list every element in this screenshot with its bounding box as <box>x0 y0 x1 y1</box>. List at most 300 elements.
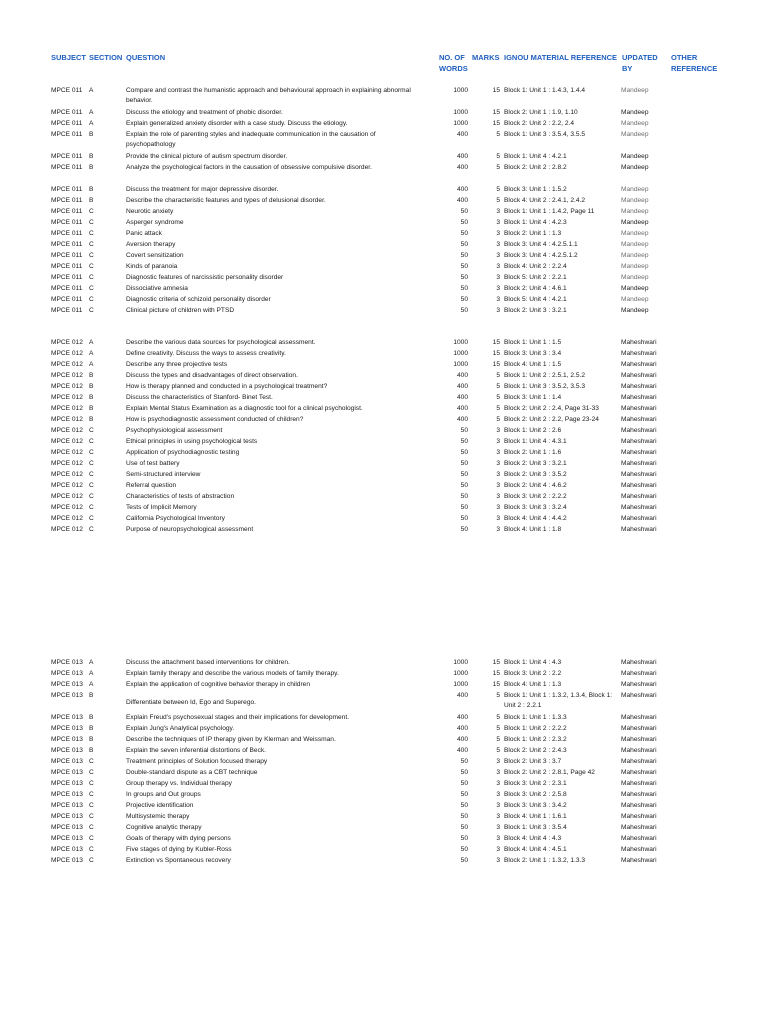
section-cell: C <box>89 241 94 248</box>
updated-by-cell: Mandeep <box>621 219 649 226</box>
reference-cell: Block 1: Unit 1 : 1.4.3, 1.4.4 <box>504 87 586 94</box>
reference-cell: Block 2: Unit 2 : 2.8.2 <box>504 164 567 171</box>
words-cell: 50 <box>460 813 468 820</box>
reference-cell: Block 2: Unit 4 : 4.6.2 <box>504 482 567 489</box>
section-cell: A <box>89 120 94 127</box>
words-cell: 400 <box>456 153 468 160</box>
section-cell: B <box>89 692 94 699</box>
words-cell: 400 <box>456 197 468 204</box>
section-cell: A <box>89 361 94 368</box>
subject-cell: MPCE 013 <box>51 780 83 787</box>
updated-by-cell: Maheshwari <box>621 758 657 765</box>
updated-by-cell: Maheshwari <box>621 515 657 522</box>
marks-cell: 15 <box>492 681 500 688</box>
subject-cell: MPCE 012 <box>51 482 83 489</box>
question-cell: Clinical picture of children with PTSD <box>126 307 235 314</box>
words-cell: 50 <box>460 493 468 500</box>
section-cell: C <box>89 526 94 533</box>
updated-by-cell: Maheshwari <box>621 361 657 368</box>
section-cell: B <box>89 131 94 138</box>
marks-cell: 15 <box>492 361 500 368</box>
words-cell: 50 <box>460 449 468 456</box>
subject-cell: MPCE 013 <box>51 659 83 666</box>
reference-cell: Block 4: Unit 4 : 4.4.2 <box>504 515 567 522</box>
reference-cell: Block 1: Unit 1 : 1.3.2, 1.3.4, Block 1: Unit 2 : 2.2.1 <box>504 692 613 709</box>
words-cell: 400 <box>456 725 468 732</box>
section-cell: C <box>89 296 94 303</box>
section-cell: A <box>89 681 94 688</box>
subject-cell: MPCE 011 <box>51 296 83 303</box>
updated-by-cell: Mandeep <box>621 263 649 270</box>
section-cell: C <box>89 857 94 864</box>
section-cell: A <box>89 339 94 346</box>
subject-cell: MPCE 011 <box>51 186 83 193</box>
words-cell: 50 <box>460 780 468 787</box>
marks-cell: 3 <box>496 769 500 776</box>
updated-by-cell: Maheshwari <box>621 394 657 401</box>
question-cell: Define creativity. Discuss the ways to assess creativity. <box>126 350 286 357</box>
words-cell: 400 <box>456 131 468 138</box>
subject-cell: MPCE 013 <box>51 747 83 754</box>
updated-by-cell: Maheshwari <box>621 493 657 500</box>
updated-by-cell: Maheshwari <box>621 526 657 533</box>
words-cell: 50 <box>460 274 468 281</box>
subject-cell: MPCE 013 <box>51 802 83 809</box>
subject-cell: MPCE 011 <box>51 263 83 270</box>
updated-by-cell: Mandeep <box>621 153 649 160</box>
subject-cell: MPCE 011 <box>51 164 83 171</box>
reference-cell: Block 2: Unit 1 : 1.6 <box>504 449 562 456</box>
marks-cell: 15 <box>492 350 500 357</box>
updated-by-cell: Mandeep <box>621 197 649 204</box>
words-cell: 50 <box>460 471 468 478</box>
section-cell: A <box>89 659 94 666</box>
updated-by-cell: Maheshwari <box>621 449 657 456</box>
subject-cell: MPCE 012 <box>51 416 83 423</box>
subject-cell: MPCE 011 <box>51 252 83 259</box>
question-cell: Discuss the treatment for major depressive disorder. <box>126 186 279 193</box>
section-cell: B <box>89 747 94 754</box>
question-cell: Explain the seven inferential distortions of Beck. <box>126 747 267 754</box>
reference-cell: Block 1: Unit 3 : 3.5.4 <box>504 824 567 831</box>
section-cell: C <box>89 493 94 500</box>
words-cell: 50 <box>460 263 468 270</box>
marks-cell: 5 <box>496 164 500 171</box>
updated-by-cell: Maheshwari <box>621 372 657 379</box>
section-cell: C <box>89 835 94 842</box>
subject-cell: MPCE 012 <box>51 438 83 445</box>
marks-cell: 3 <box>496 219 500 226</box>
updated-by-cell: Mandeep <box>621 296 649 303</box>
question-cell: Explain the role of parenting styles and inadequate communication in the causation of psychopathology <box>126 131 376 148</box>
words-cell: 400 <box>456 736 468 743</box>
words-cell: 50 <box>460 285 468 292</box>
subject-cell: MPCE 011 <box>51 241 83 248</box>
section-cell: C <box>89 791 94 798</box>
question-cell: Use of test battery <box>126 460 180 467</box>
question-cell: Discuss the characteristics of Stanford- Binet Test. <box>126 394 273 401</box>
words-cell: 50 <box>460 526 468 533</box>
updated-by-cell: Maheshwari <box>621 460 657 467</box>
subject-cell: MPCE 013 <box>51 846 83 853</box>
marks-cell: 3 <box>496 208 500 215</box>
marks-cell: 3 <box>496 230 500 237</box>
question-cell: Cognitive analytic therapy <box>126 824 202 831</box>
section-cell: C <box>89 471 94 478</box>
question-cell: Psychophysiological assessment <box>126 427 223 434</box>
reference-cell: Block 1: Unit 4 : 4.3.1 <box>504 438 567 445</box>
marks-cell: 5 <box>496 747 500 754</box>
reference-cell: Block 2: Unit 4 : 4.6.1 <box>504 285 567 292</box>
marks-cell: 3 <box>496 802 500 809</box>
subject-cell: MPCE 012 <box>51 350 83 357</box>
reference-cell: Block 2: Unit 1 : 1.9, 1.10 <box>504 109 578 116</box>
words-cell: 1000 <box>453 339 468 346</box>
subject-cell: MPCE 013 <box>51 769 83 776</box>
subject-cell: MPCE 011 <box>51 307 83 314</box>
updated-by-cell: Mandeep <box>621 164 649 171</box>
words-cell: 50 <box>460 857 468 864</box>
question-cell: Diagnostic features of narcissistic personality disorder <box>126 274 284 281</box>
marks-cell: 5 <box>496 186 500 193</box>
reference-cell: Block 1: Unit 3 : 3.5.4, 3.5.5 <box>504 131 586 138</box>
subject-cell: MPCE 011 <box>51 230 83 237</box>
reference-cell: Block 4: Unit 2 : 2.4.1, 2.4.2 <box>504 197 586 204</box>
question-cell: Double-standard dispute as a CBT technique <box>126 769 258 776</box>
reference-cell: Block 3: Unit 1 : 1.4 <box>504 394 562 401</box>
section-cell: C <box>89 460 94 467</box>
marks-cell: 15 <box>492 120 500 127</box>
marks-cell: 3 <box>496 813 500 820</box>
header-other-line1: OTHER <box>671 53 698 62</box>
reference-cell: Block 3: Unit 2 : 2.3.1 <box>504 780 567 787</box>
question-cell: Tests of Implicit Memory <box>126 504 197 511</box>
words-cell: 50 <box>460 835 468 842</box>
question-cell: Purpose of neuropsychological assessment <box>126 526 254 533</box>
reference-cell: Block 3: Unit 3 : 3.2.4 <box>504 504 567 511</box>
marks-cell: 5 <box>496 692 500 699</box>
words-cell: 50 <box>460 824 468 831</box>
subject-cell: MPCE 013 <box>51 835 83 842</box>
marks-cell: 15 <box>492 670 500 677</box>
question-cell: Provide the clinical picture of autism spectrum disorder. <box>126 153 288 160</box>
subject-cell: MPCE 013 <box>51 791 83 798</box>
question-cell: Neurotic anxiety <box>126 208 174 215</box>
question-cell: Discuss the etiology and treatment of phobic disorder. <box>126 109 283 116</box>
subject-cell: MPCE 013 <box>51 813 83 820</box>
subject-cell: MPCE 012 <box>51 515 83 522</box>
marks-cell: 5 <box>496 131 500 138</box>
words-cell: 400 <box>456 372 468 379</box>
question-cell: California Psychological Inventory <box>126 515 225 522</box>
question-cell: Discuss the types and disadvantages of direct observation. <box>126 372 298 379</box>
updated-by-cell: Maheshwari <box>621 780 657 787</box>
reference-cell: Block 1: Unit 1 : 1.5 <box>504 339 562 346</box>
marks-cell: 3 <box>496 263 500 270</box>
marks-cell: 3 <box>496 780 500 787</box>
marks-cell: 5 <box>496 394 500 401</box>
words-cell: 50 <box>460 307 468 314</box>
header-updated-line1: UPDATED <box>622 53 658 62</box>
words-cell: 400 <box>456 383 468 390</box>
subject-cell: MPCE 012 <box>51 394 83 401</box>
marks-cell: 3 <box>496 515 500 522</box>
subject-cell: MPCE 012 <box>51 372 83 379</box>
question-cell: Differentiate between Id, Ego and Superego. <box>126 699 257 706</box>
marks-cell: 3 <box>496 857 500 864</box>
subject-cell: MPCE 011 <box>51 120 83 127</box>
subject-cell: MPCE 012 <box>51 526 83 533</box>
words-cell: 1000 <box>453 670 468 677</box>
marks-cell: 3 <box>496 493 500 500</box>
updated-by-cell: Maheshwari <box>621 339 657 346</box>
marks-cell: 3 <box>496 296 500 303</box>
question-cell: Explain family therapy and describe the various models of family therapy. <box>126 670 339 677</box>
marks-cell: 3 <box>496 438 500 445</box>
header-marks: MARKS <box>472 53 500 62</box>
updated-by-cell: Maheshwari <box>621 659 657 666</box>
subject-cell: MPCE 013 <box>51 714 83 721</box>
reference-cell: Block 1: Unit 4 : 4.3 <box>504 659 562 666</box>
reference-cell: Block 2: Unit 1 : 1.3 <box>504 230 562 237</box>
words-cell: 400 <box>456 747 468 754</box>
reference-cell: Block 4: Unit 1 : 1.8 <box>504 526 562 533</box>
updated-by-cell: Maheshwari <box>621 769 657 776</box>
reference-cell: Block 5: Unit 2 : 2.2.1 <box>504 274 567 281</box>
updated-by-cell: Maheshwari <box>621 383 657 390</box>
words-cell: 1000 <box>453 350 468 357</box>
subject-cell: MPCE 013 <box>51 670 83 677</box>
updated-by-cell: Maheshwari <box>621 857 657 864</box>
marks-cell: 5 <box>496 416 500 423</box>
words-cell: 1000 <box>453 87 468 94</box>
marks-cell: 5 <box>496 197 500 204</box>
updated-by-cell: Maheshwari <box>621 427 657 434</box>
question-cell: Describe the techniques of IP therapy given by Klerman and Weissman. <box>126 736 336 743</box>
subject-cell: MPCE 011 <box>51 153 83 160</box>
section-cell: B <box>89 186 94 193</box>
words-cell: 50 <box>460 482 468 489</box>
marks-cell: 15 <box>492 339 500 346</box>
subject-cell: MPCE 012 <box>51 449 83 456</box>
header-question: QUESTION <box>126 53 166 62</box>
reference-cell: Block 1: Unit 1 : 1.4.2, Page 11 <box>504 208 595 215</box>
reference-cell: Block 2: Unit 2 : 2.2, 2.4 <box>504 120 575 127</box>
section-cell: A <box>89 670 94 677</box>
marks-cell: 15 <box>492 659 500 666</box>
question-cell: Projective identification <box>126 802 194 809</box>
reference-cell: Block 1: Unit 3 : 3.5.2, 3.5.3 <box>504 383 586 390</box>
words-cell: 50 <box>460 427 468 434</box>
header-other-line2: REFERENCE <box>671 64 718 73</box>
updated-by-cell: Maheshwari <box>621 670 657 677</box>
reference-cell: Block 2: Unit 2 : 2.4, Page 31-33 <box>504 405 599 412</box>
updated-by-cell: Maheshwari <box>621 747 657 754</box>
section-cell: B <box>89 164 94 171</box>
section-cell: A <box>89 350 94 357</box>
header-material-reference: IGNOU MATERIAL REFERENCE <box>504 53 618 62</box>
marks-cell: 3 <box>496 758 500 765</box>
question-cell: Characteristics of tests of abstraction <box>126 493 235 500</box>
section-cell: C <box>89 230 94 237</box>
question-cell: Asperger syndrome <box>126 219 184 226</box>
section-cell: C <box>89 846 94 853</box>
question-cell: Explain generalized anxiety disorder with a case study. Discuss the etiology. <box>126 120 348 127</box>
marks-cell: 3 <box>496 307 500 314</box>
reference-cell: Block 1: Unit 4 : 4.2.3 <box>504 219 567 226</box>
question-cell: Describe any three projective tests <box>126 361 228 368</box>
subject-cell: MPCE 013 <box>51 857 83 864</box>
reference-cell: Block 2: Unit 2 : 2.2, Page 23-24 <box>504 416 599 423</box>
question-cell: Kinds of paranoia <box>126 263 178 270</box>
question-cell: In groups and Out groups <box>126 791 201 798</box>
header-words-line1: NO. OF <box>439 53 465 62</box>
question-cell: Dissociative amnesia <box>126 285 188 292</box>
words-cell: 50 <box>460 802 468 809</box>
marks-cell: 5 <box>496 372 500 379</box>
question-cell: Goals of therapy with dying persons <box>126 835 231 842</box>
words-cell: 400 <box>456 416 468 423</box>
subject-cell: MPCE 012 <box>51 493 83 500</box>
section-cell: C <box>89 504 94 511</box>
words-cell: 50 <box>460 515 468 522</box>
section-cell: C <box>89 427 94 434</box>
reference-cell: Block 3: Unit 2 : 2.5.8 <box>504 791 567 798</box>
updated-by-cell: Maheshwari <box>621 846 657 853</box>
words-cell: 50 <box>460 438 468 445</box>
updated-by-cell: Mandeep <box>621 307 649 314</box>
subject-cell: MPCE 013 <box>51 725 83 732</box>
subject-cell: MPCE 013 <box>51 736 83 743</box>
updated-by-cell: Mandeep <box>621 208 649 215</box>
reference-cell: Block 1: Unit 2 : 2.5.1, 2.5.2 <box>504 372 586 379</box>
question-cell: How is therapy planned and conducted in a psychological treatment? <box>126 383 328 390</box>
subject-cell: MPCE 011 <box>51 87 83 94</box>
words-cell: 50 <box>460 758 468 765</box>
words-cell: 1000 <box>453 120 468 127</box>
updated-by-cell: Maheshwari <box>621 350 657 357</box>
reference-cell: Block 1: Unit 2 : 2.6 <box>504 427 562 434</box>
words-cell: 400 <box>456 714 468 721</box>
section-cell: C <box>89 769 94 776</box>
section-cell: B <box>89 736 94 743</box>
subject-cell: MPCE 011 <box>51 109 83 116</box>
reference-cell: Block 3: Unit 2 : 2.2.2 <box>504 493 567 500</box>
updated-by-cell: Maheshwari <box>621 504 657 511</box>
question-cell: Referral question <box>126 482 177 489</box>
marks-cell: 3 <box>496 252 500 259</box>
question-cell: Analyze the psychological factors in the causation of obsessive compulsive disorder. <box>126 164 372 171</box>
section-cell: B <box>89 725 94 732</box>
reference-cell: Block 3: Unit 3 : 3.4 <box>504 350 562 357</box>
header-words-line2: WORDS <box>439 64 468 73</box>
reference-cell: Block 4: Unit 4 : 4.3 <box>504 835 562 842</box>
header-subject: SUBJECT <box>51 53 87 62</box>
subject-cell: MPCE 012 <box>51 504 83 511</box>
section-cell: A <box>89 87 94 94</box>
question-cell: Compare and contrast the humanistic approach and behavioural approach in explaining abnormal behavior. <box>126 87 411 104</box>
marks-cell: 5 <box>496 725 500 732</box>
words-cell: 400 <box>456 164 468 171</box>
words-cell: 400 <box>456 692 468 699</box>
marks-cell: 3 <box>496 791 500 798</box>
words-cell: 50 <box>460 208 468 215</box>
updated-by-cell: Maheshwari <box>621 791 657 798</box>
words-cell: 50 <box>460 846 468 853</box>
subject-cell: MPCE 011 <box>51 274 83 281</box>
subject-cell: MPCE 012 <box>51 427 83 434</box>
header-updated-line2: BY <box>622 64 633 73</box>
question-cell: Discuss the attachment based interventions for children. <box>126 659 290 666</box>
question-cell: Describe the characteristic features and types of delusional disorder. <box>126 197 326 204</box>
section-cell: C <box>89 482 94 489</box>
question-cell: Describe the various data sources for psychological assessment. <box>126 339 316 346</box>
subject-cell: MPCE 012 <box>51 339 83 346</box>
reference-cell: Block 2: Unit 2 : 2.4.3 <box>504 747 567 754</box>
reference-cell: Block 2: Unit 2 : 2.8.1, Page 42 <box>504 769 595 776</box>
section-cell: C <box>89 802 94 809</box>
question-cell: Extinction vs Spontaneous recovery <box>126 857 231 864</box>
reference-cell: Block 4: Unit 2 : 2.2.4 <box>504 263 567 270</box>
marks-cell: 3 <box>496 471 500 478</box>
marks-cell: 3 <box>496 460 500 467</box>
updated-by-cell: Mandeep <box>621 252 649 259</box>
subject-cell: MPCE 012 <box>51 405 83 412</box>
words-cell: 400 <box>456 186 468 193</box>
words-cell: 50 <box>460 241 468 248</box>
question-cell: Five stages of dying by Kubler-Ross <box>126 846 232 853</box>
marks-cell: 3 <box>496 274 500 281</box>
subject-cell: MPCE 013 <box>51 692 83 699</box>
reference-cell: Block 3: Unit 1 : 1.5.2 <box>504 186 567 193</box>
reference-cell: Block 2: Unit 1 : 1.3.2, 1.3.3 <box>504 857 586 864</box>
words-cell: 50 <box>460 219 468 226</box>
updated-by-cell: Mandeep <box>621 285 649 292</box>
marks-cell: 3 <box>496 482 500 489</box>
question-cell: Explain the application of cognitive behavior therapy in children <box>126 681 311 688</box>
question-cell: How is psychodiagnostic assessment conducted of children? <box>126 416 304 423</box>
section-cell: B <box>89 153 94 160</box>
reference-cell: Block 1: Unit 2 : 2.3.2 <box>504 736 567 743</box>
marks-cell: 3 <box>496 285 500 292</box>
marks-cell: 3 <box>496 427 500 434</box>
marks-cell: 3 <box>496 835 500 842</box>
subject-cell: MPCE 011 <box>51 219 83 226</box>
updated-by-cell: Maheshwari <box>621 438 657 445</box>
section-cell: B <box>89 372 94 379</box>
reference-cell: Block 3: Unit 2 : 2.2 <box>504 670 562 677</box>
marks-cell: 5 <box>496 736 500 743</box>
subject-cell: MPCE 011 <box>51 197 83 204</box>
updated-by-cell: Mandeep <box>621 109 649 116</box>
section-cell: A <box>89 109 94 116</box>
reference-cell: Block 3: Unit 4 : 4.2.5.1.1 <box>504 241 578 248</box>
updated-by-cell: Mandeep <box>621 241 649 248</box>
reference-cell: Block 2: Unit 3 : 3.2.1 <box>504 307 567 314</box>
updated-by-cell: Mandeep <box>621 186 649 193</box>
marks-cell: 3 <box>496 526 500 533</box>
question-cell: Explain Freud's psychosexual stages and their implications for development. <box>126 714 349 721</box>
updated-by-cell: Maheshwari <box>621 714 657 721</box>
section-cell: C <box>89 824 94 831</box>
marks-cell: 5 <box>496 383 500 390</box>
marks-cell: 15 <box>492 87 500 94</box>
section-cell: B <box>89 394 94 401</box>
words-cell: 50 <box>460 296 468 303</box>
reference-cell: Block 1: Unit 4 : 4.2.1 <box>504 153 567 160</box>
words-cell: 50 <box>460 504 468 511</box>
subject-cell: MPCE 012 <box>51 361 83 368</box>
